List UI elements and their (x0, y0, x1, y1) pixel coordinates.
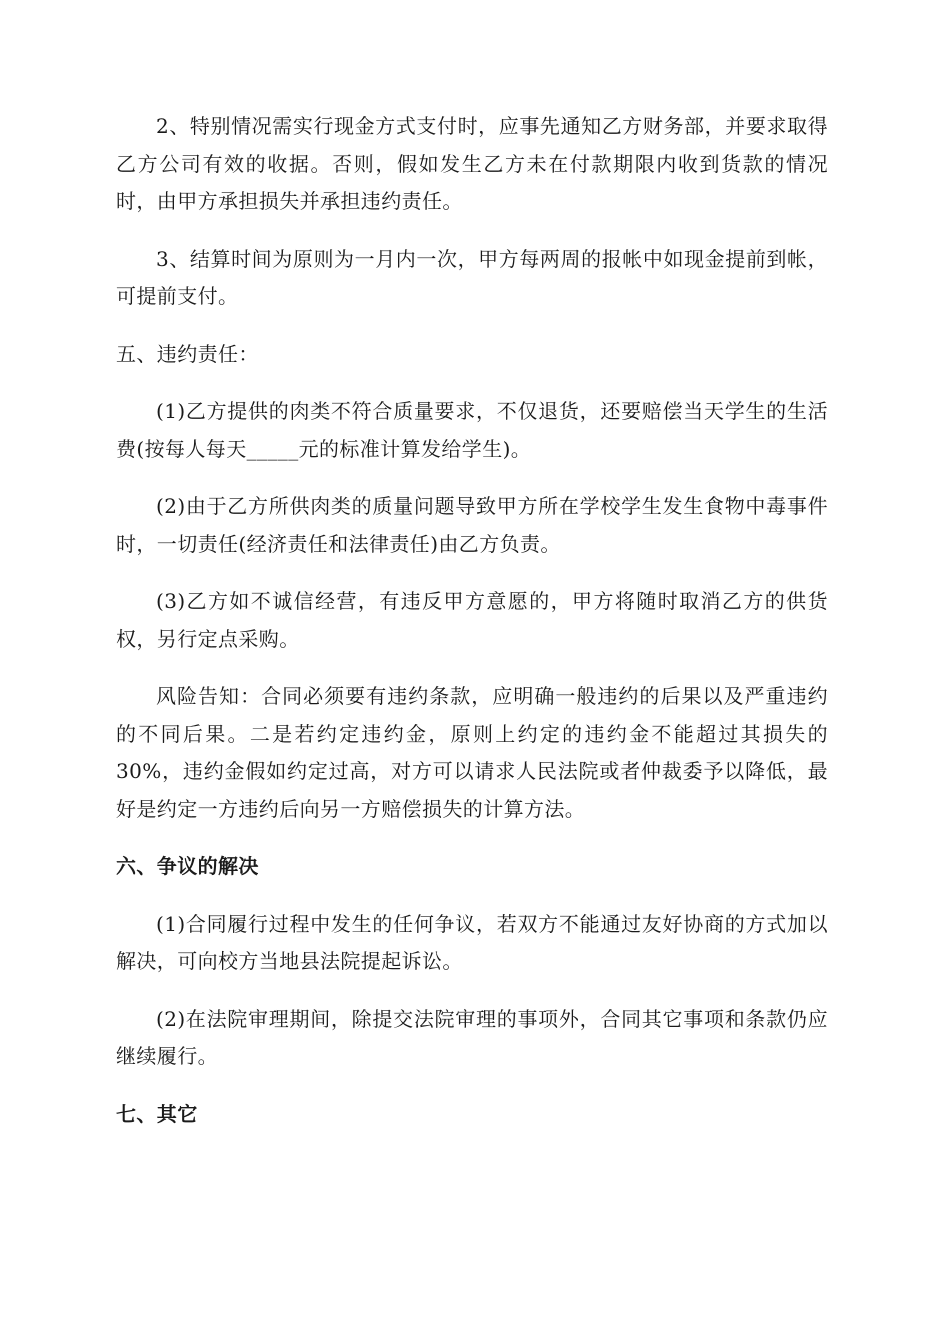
section-heading-breach: 五、违约责任： (116, 341, 259, 366)
document-body (116, 108, 828, 1133)
breach-item-3: (3)乙方如不诚信经营，有违反甲方意愿的，甲方将随时取消乙方的供货权，另行定点采购。 (116, 589, 828, 651)
clause-settlement-time: 3、结算时间为原则为一月内一次，甲方每两周的报帐中如现金提前到帐，可提前支付。 (116, 246, 828, 308)
spacer (116, 886, 828, 906)
spacer (116, 981, 828, 1001)
section-heading-other: 七、其它 (116, 1101, 198, 1126)
dispute-item-2: (2)在法院审理期间，除提交法院审理的事项外，合同其它事项和条款仍应继续履行。 (116, 1006, 828, 1068)
spacer (116, 563, 828, 583)
spacer (116, 316, 828, 336)
spacer (116, 221, 828, 241)
risk-notice: 风险告知：合同必须要有违约条款，应明确一般违约的后果以及严重违约的不同后果。二是若约定违约金，原则上约定的违约金不能超过其损失的30%，违约金假如约定过高，对方可以请求人民法院或者仲裁委予以降低，最好是约定一方违约后向另一方赔偿损失的计算方法。 (116, 684, 828, 821)
dispute-item-1: (1)合同履行过程中发生的任何争议，若双方不能通过友好协商的方式加以解决，可向校方当地县法院提起诉讼。 (116, 911, 828, 973)
breach-item-2: (2)由于乙方所供肉类的质量问题导致甲方所在学校学生发生食物中毒事件时，一切责任(经济责任和法律责任)由乙方负责。 (116, 494, 828, 556)
clause-payment-cash: 2、特别情况需实行现金方式支付时，应事先通知乙方财务部，并要求取得乙方公司有效的收据。否则，假如发生乙方未在付款期限内收到货款的情况时，由甲方承担损失并承担违约责任。 (116, 114, 828, 213)
spacer (116, 828, 828, 848)
section-heading-dispute: 六、争议的解决 (116, 854, 259, 878)
spacer (116, 373, 828, 393)
spacer (116, 658, 828, 678)
spacer (116, 468, 828, 488)
spacer (116, 1076, 828, 1096)
breach-item-1: (1)乙方提供的肉类不符合质量要求，不仅退货，还要赔偿当天学生的生活费(按每人每天_____元的标准计算发给学生)。 (116, 399, 828, 461)
